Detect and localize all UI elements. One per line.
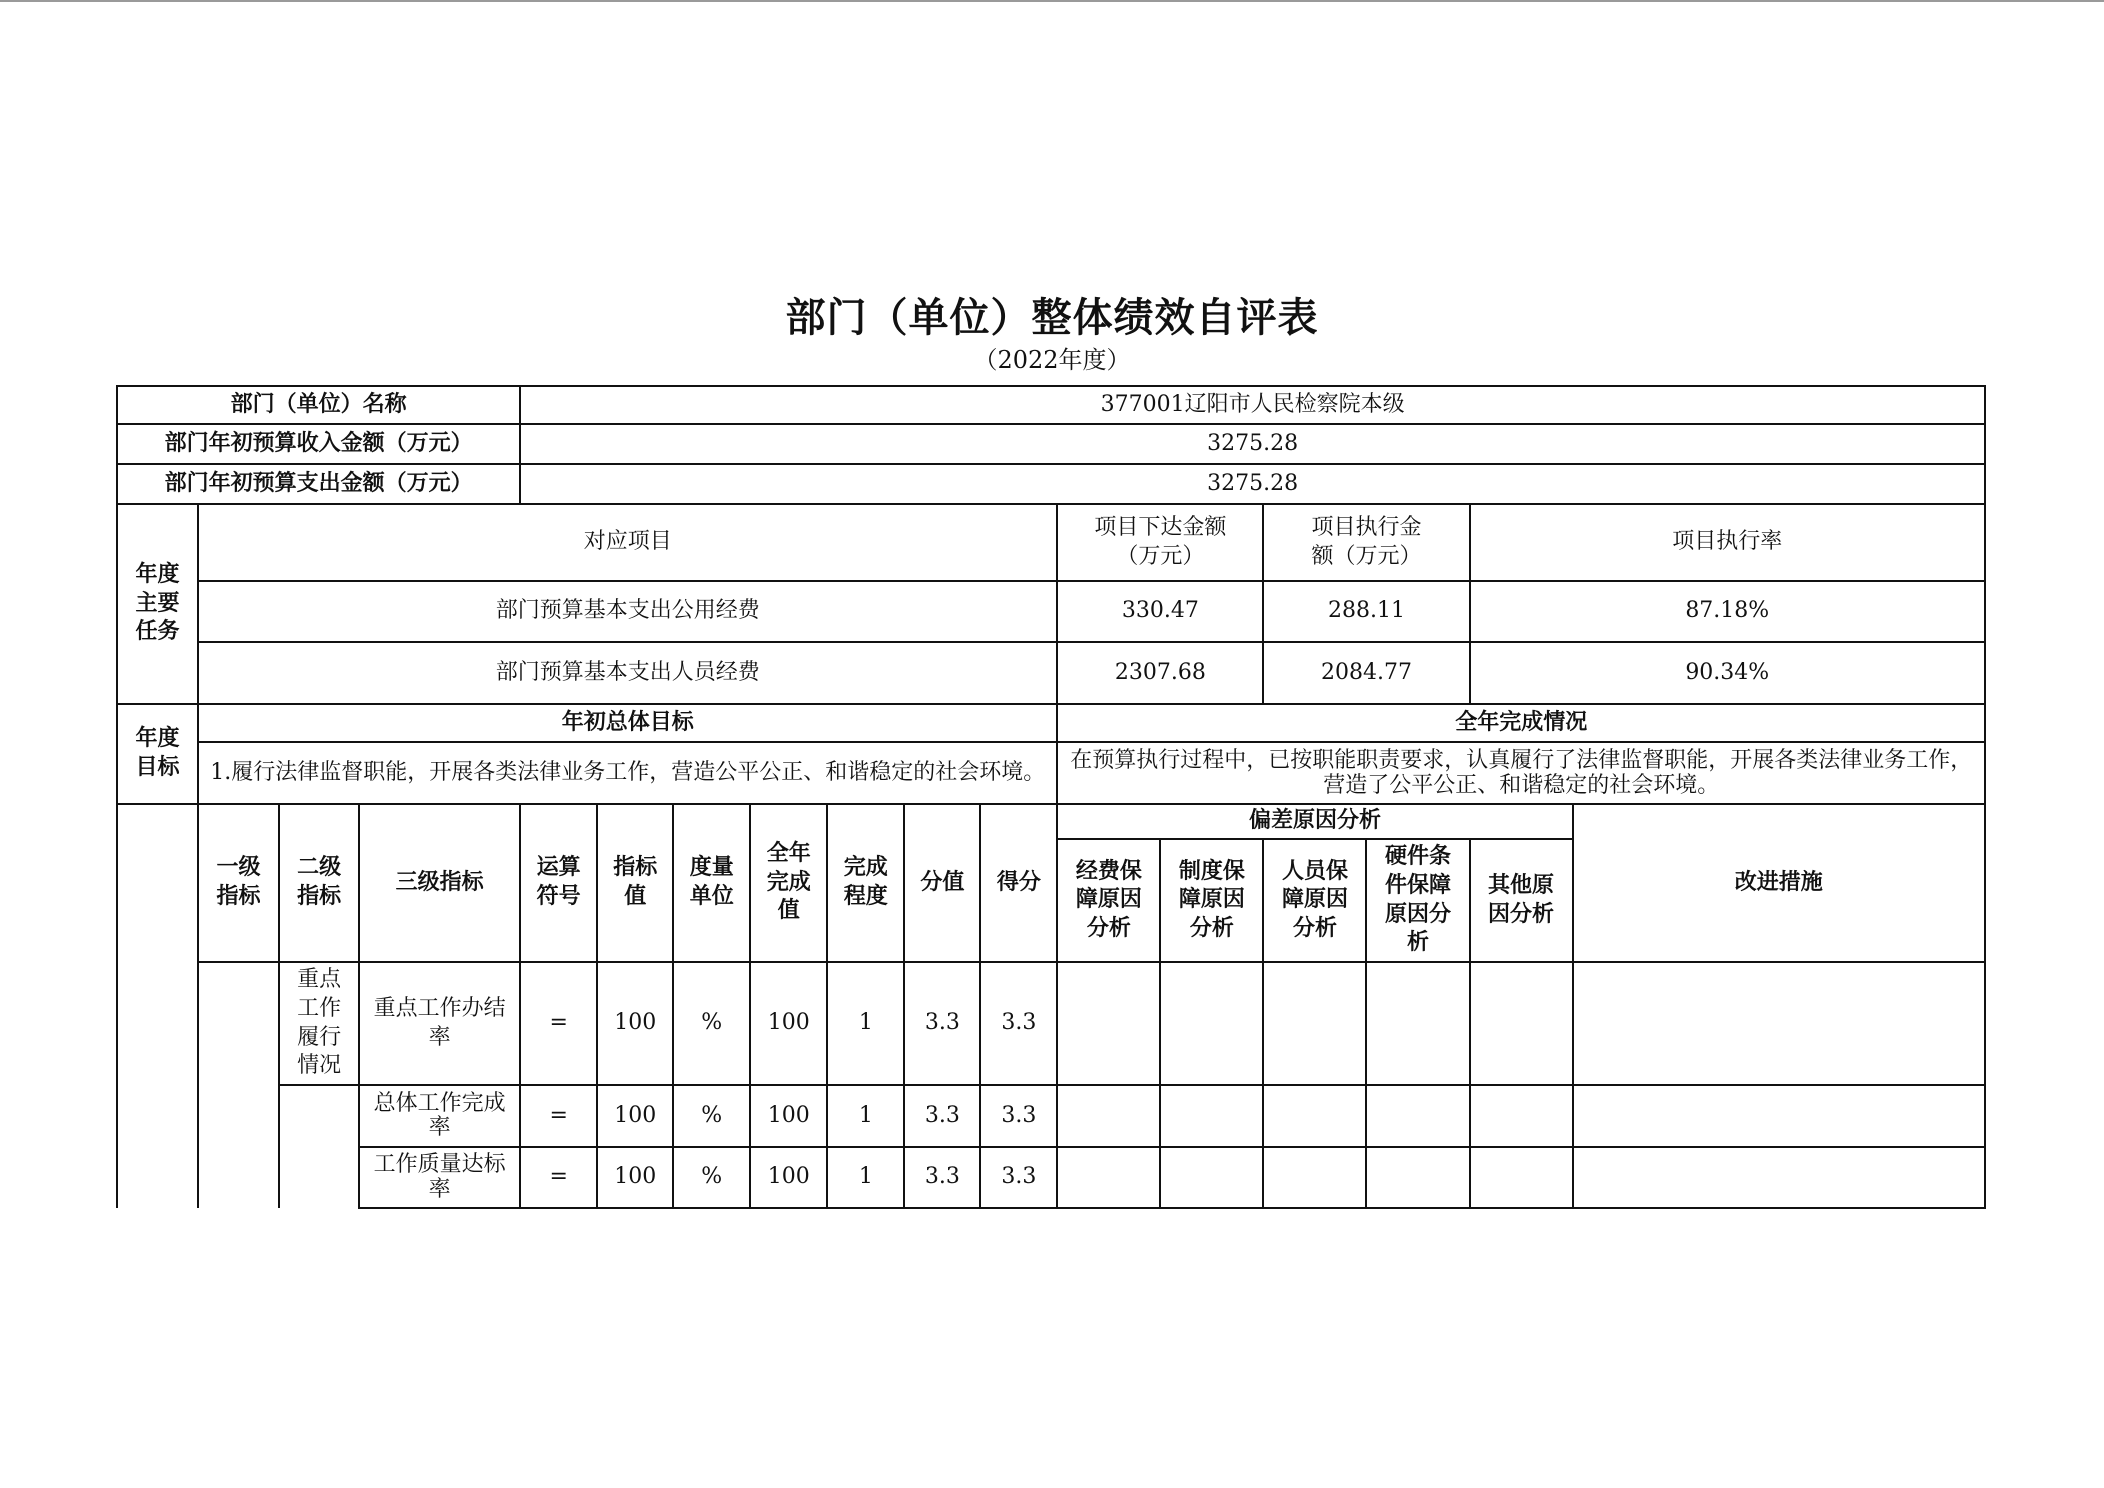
- tasks-header-project: 对应项目: [198, 504, 1057, 581]
- indicator-score: 3.3: [980, 1147, 1057, 1208]
- goals-completion-header: 全年完成情况: [1057, 704, 1985, 742]
- indicator-header-degree: 完成程度: [827, 804, 904, 962]
- indicator-header-improvement: 改进措施: [1573, 804, 1985, 962]
- indicator-degree: 1: [827, 962, 904, 1085]
- indicator-header-operator: 运算符号: [520, 804, 597, 962]
- indicator-degree: 1: [827, 1085, 904, 1147]
- task-executed: 2084.77: [1263, 642, 1469, 704]
- task-rate: 90.34%: [1470, 642, 1985, 704]
- tasks-section-label: 年度主要任务: [117, 504, 198, 704]
- indicator-hardware-cell: [1366, 1147, 1469, 1208]
- goals-section-label: 年度目标: [117, 704, 198, 804]
- tasks-header-rate: 项目执行率: [1470, 504, 1985, 581]
- indicator-system-cell: [1160, 962, 1263, 1085]
- goals-initial-header: 年初总体目标: [198, 704, 1057, 742]
- indicator-actual: 100: [750, 1085, 827, 1147]
- indicator-funding-cell: [1057, 1085, 1160, 1147]
- indicator-other-cell: [1470, 1085, 1573, 1147]
- indicator-system-cell: [1160, 1085, 1263, 1147]
- indicator-operator: =: [520, 1147, 597, 1208]
- indicator-score: 3.3: [980, 1085, 1057, 1147]
- indicator-personnel-cell: [1263, 1085, 1366, 1147]
- goals-completion-text: 在预算执行过程中，已按职能职责要求，认真履行了法律监督职能，开展各类法律业务工作，营造了公平公正、和谐稳定的社会环境。: [1057, 742, 1985, 804]
- indicator-personnel-cell: [1263, 962, 1366, 1085]
- indicator-header-level3: 三级指标: [359, 804, 520, 962]
- indicator-actual: 100: [750, 1147, 827, 1208]
- page-top-rule: [0, 0, 2104, 2]
- indicator-header-actual: 全年完成值: [750, 804, 827, 962]
- indicator-system-cell: [1160, 1147, 1263, 1208]
- indicator-hardware-cell: [1366, 1085, 1469, 1147]
- indicator-header-target: 指标值: [597, 804, 673, 962]
- indicator-operator: =: [520, 962, 597, 1085]
- indicator-row: [117, 1085, 1985, 1147]
- indicator-header-hardware: 硬件条件保障原因分析: [1366, 839, 1469, 962]
- indicator-improvement-cell: [1573, 1147, 1985, 1208]
- goals-initial-text: 1.履行法律监督职能，开展各类法律业务工作，营造公平公正、和谐稳定的社会环境。: [198, 742, 1057, 804]
- task-allocated: 330.47: [1057, 581, 1263, 642]
- indicator-target: 100: [597, 1085, 673, 1147]
- task-row: [117, 642, 1985, 704]
- indicator-personnel-cell: [1263, 1147, 1366, 1208]
- name-value: 377001辽阳市人民检察院本级: [520, 386, 1985, 424]
- indicator-header-unit: 度量单位: [673, 804, 750, 962]
- task-project: 部门预算基本支出人员经费: [198, 642, 1057, 704]
- indicator-score: 3.3: [980, 962, 1057, 1085]
- indicator-header-score-value: 分值: [904, 804, 980, 962]
- indicator-other-cell: [1470, 1147, 1573, 1208]
- indicator-degree: 1: [827, 1147, 904, 1208]
- indicator-funding-cell: [1057, 1147, 1160, 1208]
- indicator-actual: 100: [750, 962, 827, 1085]
- indicator-header-system: 制度保障原因分析: [1160, 839, 1263, 962]
- task-allocated: 2307.68: [1057, 642, 1263, 704]
- indicator-operator: =: [520, 1085, 597, 1147]
- indicator-header-level2: 二级指标: [279, 804, 359, 962]
- indicator-row: [117, 1147, 1985, 1208]
- tasks-header-allocated: 项目下达金额（万元）: [1057, 504, 1263, 581]
- indicator-row: [117, 962, 1985, 1085]
- indicator-level3: 总体工作完成率: [359, 1085, 520, 1147]
- indicator-level3: 重点工作办结率: [359, 962, 520, 1085]
- name-label: 部门（单位）名称: [117, 386, 520, 424]
- tasks-header-executed: 项目执行金额（万元）: [1263, 504, 1469, 581]
- indicator-unit: %: [673, 962, 750, 1085]
- indicator-target: 100: [597, 962, 673, 1085]
- indicator-header-other: 其他原因分析: [1470, 839, 1573, 962]
- indicator-header-score: 得分: [980, 804, 1057, 962]
- income-row: [117, 424, 1985, 464]
- indicator-funding-cell: [1057, 962, 1160, 1085]
- indicator-hardware-cell: [1366, 962, 1469, 1085]
- goals-text-row: [117, 742, 1985, 804]
- indicator-level1-blank: [198, 962, 279, 1208]
- evaluation-table: [116, 385, 1986, 1209]
- income-value: 3275.28: [520, 424, 1985, 464]
- indicator-score-value: 3.3: [904, 1147, 980, 1208]
- indicator-other-cell: [1470, 962, 1573, 1085]
- expense-row: [117, 464, 1985, 504]
- indicator-level2-blank: [279, 1085, 359, 1208]
- expense-value: 3275.28: [520, 464, 1985, 504]
- indicator-improvement-cell: [1573, 962, 1985, 1085]
- indicator-header-personnel: 人员保障原因分析: [1263, 839, 1366, 962]
- indicator-unit: %: [673, 1147, 750, 1208]
- tasks-header-row: [117, 504, 1985, 581]
- indicator-level2-group: 重点工作履行情况: [279, 962, 359, 1085]
- indicator-section-blank: [117, 804, 198, 1208]
- indicator-target: 100: [597, 1147, 673, 1208]
- goals-header-row: [117, 704, 1985, 742]
- indicator-header-funding: 经费保障原因分析: [1057, 839, 1160, 962]
- indicator-score-value: 3.3: [904, 1085, 980, 1147]
- indicator-header-level1: 一级指标: [198, 804, 279, 962]
- page-title: 部门（单位）整体绩效自评表: [785, 295, 1319, 341]
- name-row: [117, 386, 1985, 424]
- page-subtitle: （2022年度）: [973, 346, 1131, 374]
- indicator-level3: 工作质量达标率: [359, 1147, 520, 1208]
- indicator-header-row: [117, 804, 1985, 839]
- income-label: 部门年初预算收入金额（万元）: [117, 424, 520, 464]
- task-row: [117, 581, 1985, 642]
- task-rate: 87.18%: [1470, 581, 1985, 642]
- task-executed: 288.11: [1263, 581, 1469, 642]
- indicator-improvement-cell: [1573, 1085, 1985, 1147]
- expense-label: 部门年初预算支出金额（万元）: [117, 464, 520, 504]
- indicator-header-deviation: 偏差原因分析: [1057, 804, 1572, 839]
- task-project: 部门预算基本支出公用经费: [198, 581, 1057, 642]
- indicator-score-value: 3.3: [904, 962, 980, 1085]
- indicator-unit: %: [673, 1085, 750, 1147]
